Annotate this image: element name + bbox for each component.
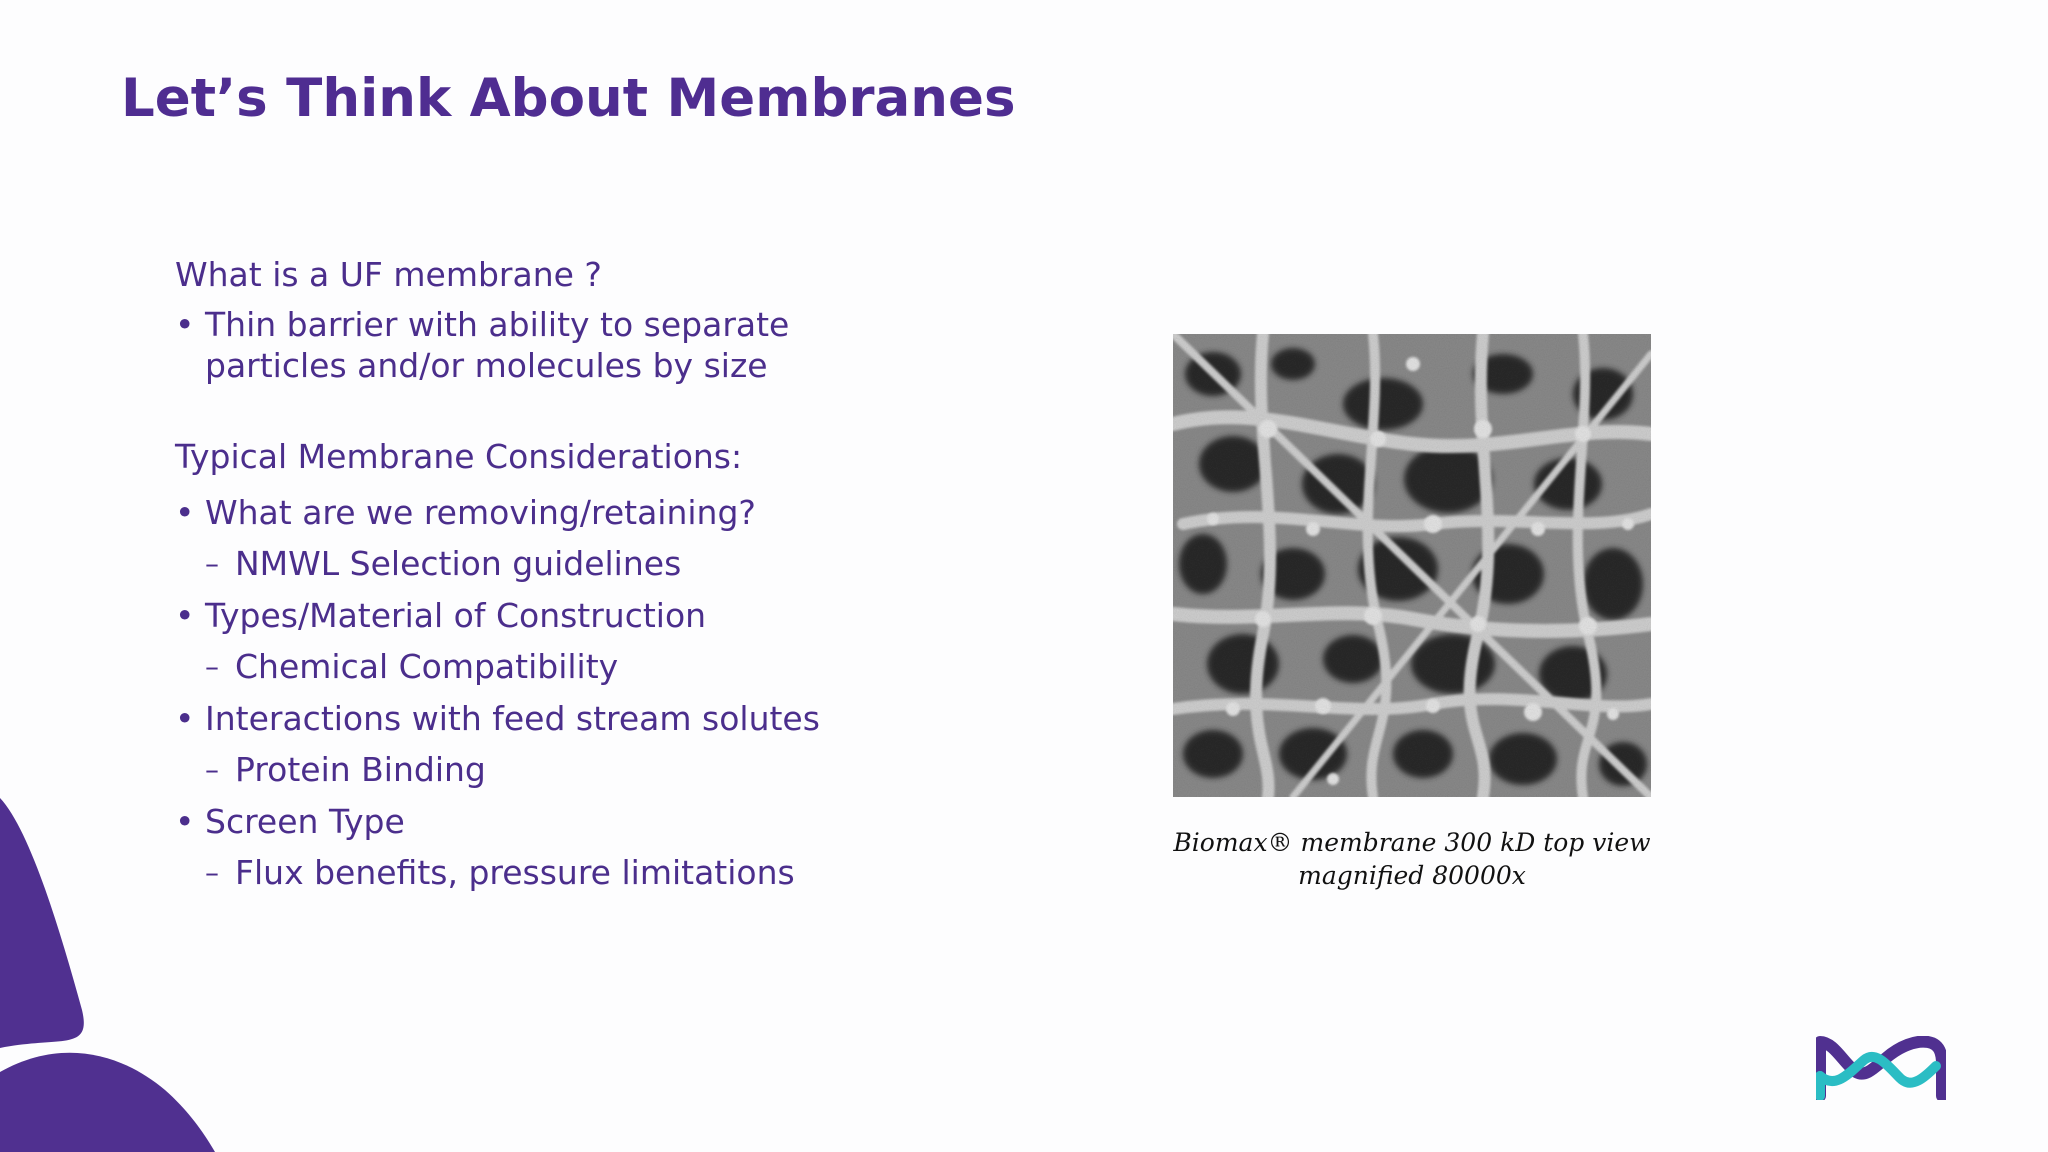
bullet-interactions — [175, 692, 935, 745]
bullet-mark: • — [175, 699, 195, 738]
sub-bullet-text: Protein Binding — [235, 750, 486, 789]
bullet-mark: • — [175, 596, 195, 635]
bullet-text: Interactions with feed stream solutes — [205, 699, 820, 738]
bullet-screen-type — [175, 795, 935, 848]
membrane-micrograph-image — [1173, 334, 1651, 797]
sub-bullet-mark: – — [205, 650, 219, 683]
bullet-mark: • — [175, 305, 195, 344]
bullet-text: What are we removing/retaining? — [205, 493, 756, 532]
sub-bullet-text: NMWL Selection guidelines — [235, 544, 682, 583]
slide-body — [175, 250, 935, 898]
sub-bullet-mark: – — [205, 547, 219, 580]
caption-line-1: Biomax® membrane 300 kD top view — [1173, 828, 1651, 857]
sub-bullet-mark: – — [205, 753, 219, 786]
bullet-text-line-1: Thin barrier with ability to separate — [205, 305, 790, 344]
bullet-types-material — [175, 589, 935, 642]
sub-bullet-flux — [175, 848, 935, 898]
sub-bullet-text: Flux benefits, pressure limitations — [235, 853, 795, 892]
sub-bullet-text: Chemical Compatibility — [235, 647, 619, 686]
decorative-blob-shape — [0, 790, 230, 1152]
caption-line-2: magnified 80000x — [1298, 861, 1526, 890]
bullet-removing-retaining — [175, 486, 935, 539]
sub-bullet-chemical — [175, 642, 935, 692]
bullet-text: Types/Material of Construction — [205, 596, 707, 635]
figure-caption — [1150, 826, 1674, 892]
bullet-mark: • — [175, 802, 195, 841]
bullet-mark: • — [175, 493, 195, 532]
bullet-thin-barrier — [175, 304, 935, 386]
company-logo — [1816, 1036, 1946, 1100]
sub-bullet-mark: – — [205, 856, 219, 889]
bullet-text: Screen Type — [205, 802, 405, 841]
section-heading-uf-membrane: What is a UF membrane ? — [175, 255, 602, 294]
sub-bullet-nmwl — [175, 539, 935, 589]
bullet-text-line-2: particles and/or molecules by size — [205, 346, 768, 385]
slide-title: Let’s Think About Membranes — [121, 68, 1016, 129]
section-heading-considerations: Typical Membrane Considerations: — [175, 437, 743, 476]
sub-bullet-protein-binding — [175, 745, 935, 795]
